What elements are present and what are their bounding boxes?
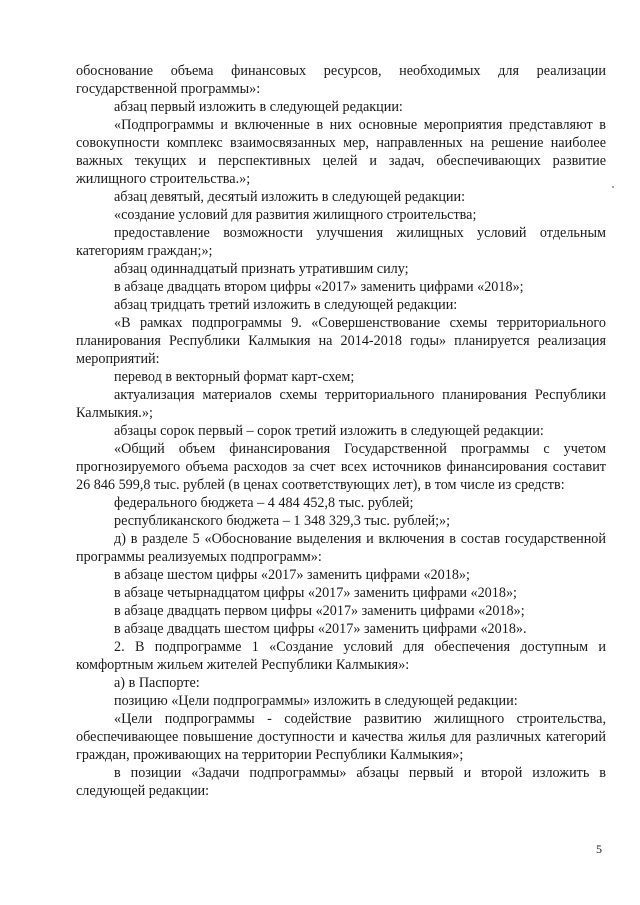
paragraph: в абзаце двадцать втором цифры «2017» заменить цифрами «2018»; xyxy=(114,279,524,295)
paragraph: в абзаце шестом цифры «2017» заменить цифрами «2018»; xyxy=(114,567,470,583)
paragraph: абзац тридцать третий изложить в следующей редакции: xyxy=(114,297,458,313)
paragraph: абзац одиннадцатый признать утратившим силу; xyxy=(114,261,409,277)
paragraph: д) в разделе 5 «Обоснование выделения и включения в состав государственной программы реализуемых подпрограмм»: xyxy=(76,531,606,565)
paragraph: абзац девятый, десятый изложить в следующей редакции: xyxy=(114,189,466,205)
paragraph: «Подпрограммы и включенные в них основные мероприятия представляют в совокупности комплекс взаимосвязанных мер, направленных на решение наиболее важных текущих и перспективных целей и задач, обеспечивающих развитие жилищного строительства.»; xyxy=(76,117,606,187)
paragraph: 2. В подпрограмме 1 «Создание условий для обеспечения доступным и комфортным жильем жителей Республики Калмыкия»: xyxy=(76,639,606,673)
scan-speck xyxy=(612,186,614,188)
document-page xyxy=(76,62,606,800)
paragraph: в позиции «Задачи подпрограммы» абзацы первый и второй изложить в следующей редакции: xyxy=(76,765,606,799)
paragraph: в абзаце двадцать шестом цифры «2017» заменить цифрами «2018». xyxy=(114,621,527,637)
paragraph: перевод в векторный формат карт-схем; xyxy=(114,369,355,385)
paragraph: федерального бюджета – 4 484 452,8 тыс. рублей; xyxy=(114,495,414,511)
paragraph: «Общий объем финансирования Государственной программы с учетом прогнозируемого объема расходов за счет всех источников финансирования составит 26 846 599,8 тыс. рублей (в ценах соответствующих лет), в том числе из средств: xyxy=(76,441,606,493)
page-number: 5 xyxy=(596,842,602,856)
paragraph: актуализация материалов схемы территориального планирования Республики Калмыкия.»; xyxy=(76,387,606,421)
paragraph: «создание условий для развития жилищного строительства; xyxy=(114,207,477,223)
paragraph: «В рамках подпрограммы 9. «Совершенствование схемы территориального планирования Республики Калмыкия на 2014-2018 годы» планируется реализация мероприятий: xyxy=(76,315,606,367)
paragraph: обоснование объема финансовых ресурсов, необходимых для реализации государственной программы»: xyxy=(76,63,606,97)
paragraph: республиканского бюджета – 1 348 329,3 тыс. рублей;»; xyxy=(114,513,451,529)
paragraph: абзацы сорок первый – сорок третий изложить в следующей редакции: xyxy=(114,423,544,439)
paragraph: позицию «Цели подпрограммы» изложить в следующей редакции: xyxy=(114,693,518,709)
paragraph: а) в Паспорте: xyxy=(114,675,200,691)
paragraph: абзац первый изложить в следующей редакции: xyxy=(114,99,403,115)
paragraph: «Цели подпрограммы - содействие развитию жилищного строительства, обеспечивающее повышение доступности и качества жилья для различных категорий граждан, проживающих на территории Республики Калмыкия»; xyxy=(76,711,606,763)
paragraph: в абзаце четырнадцатом цифры «2017» заменить цифрами «2018»; xyxy=(114,585,517,601)
paragraph: в абзаце двадцать первом цифры «2017» заменить цифрами «2018»; xyxy=(114,603,525,619)
paragraph: предоставление возможности улучшения жилищных условий отдельным категориям граждан;»; xyxy=(76,225,606,259)
